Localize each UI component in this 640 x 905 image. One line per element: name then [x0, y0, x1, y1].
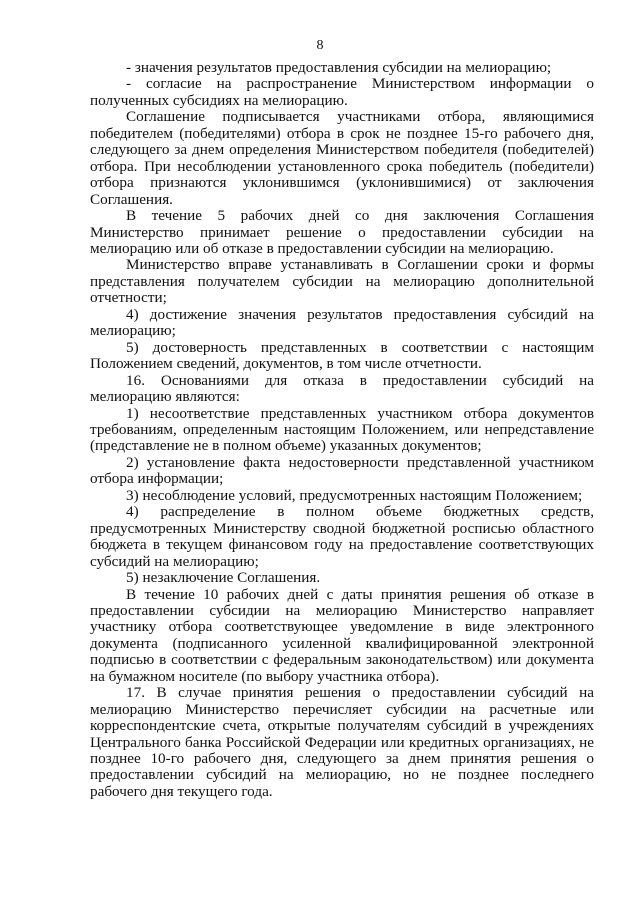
- paragraph-ground-3-noncompliance: 3) несоблюдение условий, предусмотренных настоящим Положением;: [126, 486, 583, 504]
- paragraph-decision-period: В течение 5 рабочих дней со дня заключения Соглашения Министерство принимает решение о предоставлении субсидии на мелиорацию или об отказе в предоставлении субсидии на мелиорацию.: [90, 207, 594, 257]
- paragraph-consent-distribution: - согласие на распространение Министерством информации о полученных субсидиях на мелиорацию.: [90, 75, 594, 109]
- document-body: [90, 60, 594, 800]
- paragraph-section-16-grounds: 16. Основаниями для отказа в предоставлении субсидий на мелиорацию являются:: [90, 371, 594, 406]
- paragraph-ground-5-no-agreement: 5) незаключение Соглашения.: [126, 569, 321, 587]
- paragraph-agreement-signing: Соглашение подписывается участниками отбора, являющимися победителем (победителями) отбора в срок не позднее 15-го рабочего дня, следующего за днем определения Министерством победителя (победителей) отбора. При несоблюдении установленного срока победитель (победители) отбора признаются уклонившимся (уклонившимися) от заключения Соглашения.: [90, 108, 594, 208]
- paragraph-ground-1-nonconformity: 1) несоответствие представленных участником отбора документов требованиям, определенным настоящим Положением, или непредставление (представление не в полном объеме) указанных документов;: [90, 404, 594, 455]
- paragraph-ground-2-unreliability: 2) установление факта недостоверности представленной участником отбора информации;: [90, 453, 594, 488]
- paragraph-item-4-results: 4) достижение значения результатов предоставления субсидий на мелиорацию;: [90, 305, 594, 340]
- page-number: 8: [316, 38, 324, 53]
- paragraph-result-values: - значения результатов предоставления субсидии на мелиорацию;: [126, 59, 552, 76]
- paragraph-section-17-transfer: 17. В случае принятия решения о предоставлении субсидий на мелиорацию Министерство перечисляет субсидии на расчетные или корреспондентские счета, открытые получателям субсидий в учреждениях Центрального банка Российской Федерации или кредитных организациях, не позднее 10-го рабочего дня, следующего за днем принятия решения о предоставлении субсидий на мелиорацию, но не позднее последнего рабочего дня текущего года.: [90, 684, 594, 800]
- paragraph-item-5-reliability: 5) достоверность представленных в соответствии с настоящим Положением сведений, документов, в том числе отчетности.: [90, 338, 594, 373]
- paragraph-ground-4-funds-distributed: 4) распределение в полном объеме бюджетных средств, предусмотренных Министерству сводной бюджетной росписью областного бюджета в текущем финансовом году на предоставление соответствующих субсидий на мелиорацию;: [90, 503, 594, 570]
- paragraph-reporting-forms: Министерство вправе устанавливать в Соглашении сроки и формы представления получателем субсидии на мелиорацию дополнительной отчетности;: [90, 256, 594, 307]
- paragraph-refusal-notice: В течение 10 рабочих дней с даты принятия решения об отказе в предоставлении субсидии на мелиорацию Министерство направляет участнику отбора соответствующее уведомление в виде электронного документа (подписанного усиленной квалифицированной электронной подписью в соответствии с федеральным законодательством) или документа на бумажном носителе (по выбору участника отбора).: [90, 585, 594, 685]
